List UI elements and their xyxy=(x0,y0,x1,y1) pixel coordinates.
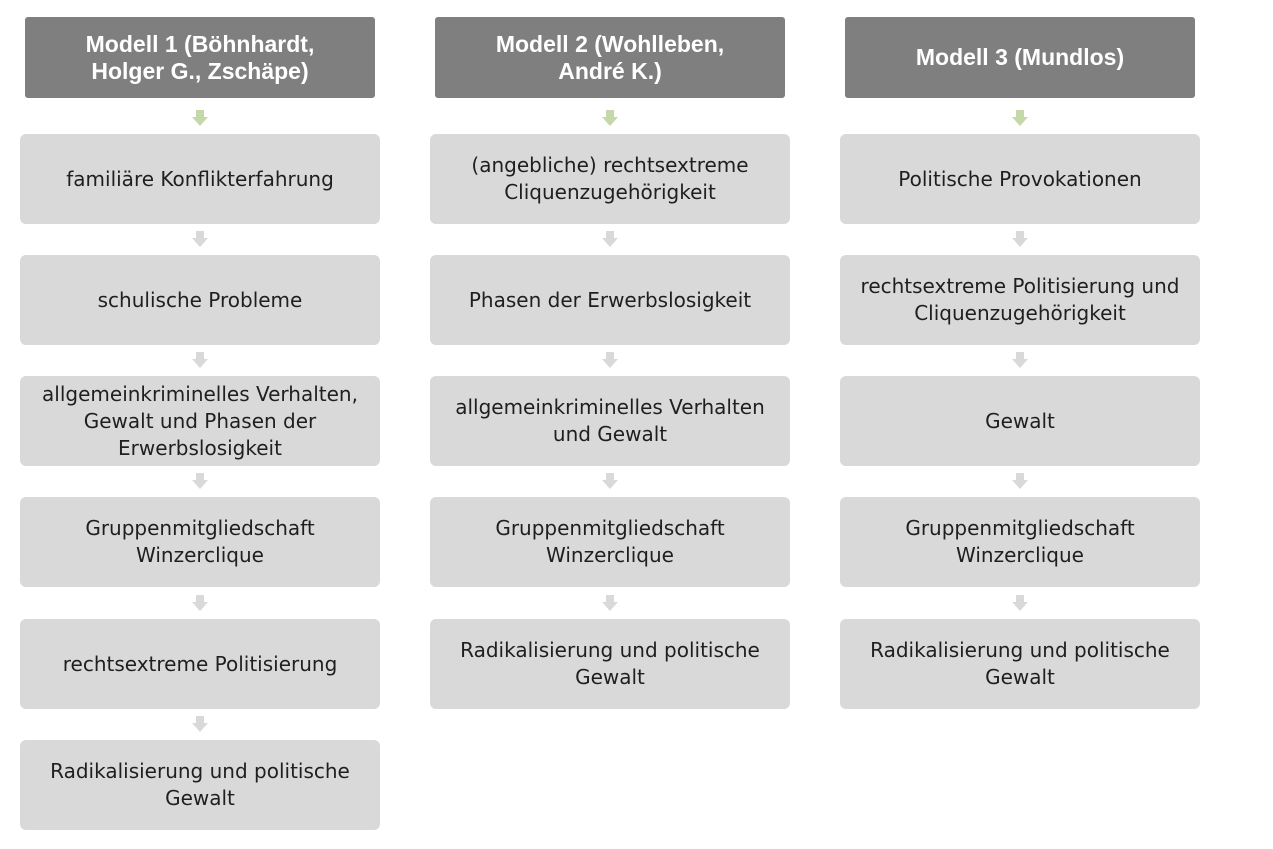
step-text: Gewalt xyxy=(575,665,645,689)
model-1-header xyxy=(25,17,375,98)
step-text: Cliquenzugehörigkeit xyxy=(504,180,716,204)
down-arrow-icon xyxy=(602,352,618,368)
model-1-step-6 xyxy=(20,740,380,830)
model-2-step-3 xyxy=(430,376,790,466)
down-arrow-icon xyxy=(192,110,208,126)
model-1-title-line-1: Modell 1 (Böhnhardt, xyxy=(85,30,315,57)
step-text: rechtsextreme Politisierung xyxy=(62,651,338,676)
step-text: Cliquenzugehörigkeit xyxy=(914,301,1126,325)
model-1-step-3 xyxy=(20,376,380,466)
down-arrow-icon xyxy=(192,352,208,368)
down-arrow-icon xyxy=(192,473,208,489)
step-text: allgemeinkriminelles Verhalten, xyxy=(42,381,358,406)
model-2-header xyxy=(435,17,785,98)
step-text: Radikalisierung und politische xyxy=(460,638,760,662)
down-arrow-icon xyxy=(192,595,208,611)
model-3-step-3 xyxy=(840,376,1200,466)
down-arrow-icon xyxy=(192,231,208,247)
model-1-step-5 xyxy=(20,619,380,709)
model-2-step-4 xyxy=(430,497,790,587)
step-text: Gewalt xyxy=(985,408,1055,433)
down-arrow-icon xyxy=(602,231,618,247)
step-text: Gruppenmitgliedschaft xyxy=(905,516,1135,540)
step-text: Gewalt xyxy=(165,786,235,810)
step-text: Erwerbslosigkeit xyxy=(118,435,282,460)
model-2-step-5 xyxy=(430,619,790,709)
down-arrow-icon xyxy=(602,110,618,126)
step-text: Radikalisierung und politische xyxy=(50,759,350,783)
down-arrow-icon xyxy=(192,716,208,732)
step-text: Winzerclique xyxy=(136,543,264,567)
step-text: Phasen der Erwerbslosigkeit xyxy=(468,287,752,312)
step-text: rechtsextreme Politisierung und xyxy=(860,274,1180,298)
step-text: Gewalt und Phasen der xyxy=(83,408,317,433)
model-3-step-1 xyxy=(840,134,1200,224)
down-arrow-icon xyxy=(1012,595,1028,611)
step-text: Gewalt xyxy=(985,665,1055,689)
step-text: familiäre Konflikterfahrung xyxy=(66,166,334,191)
model-3-step-4 xyxy=(840,497,1200,587)
step-text: (angebliche) rechtsextreme xyxy=(471,153,749,177)
step-text: schulische Probleme xyxy=(97,287,303,312)
step-text: Gruppenmitgliedschaft xyxy=(85,516,315,540)
down-arrow-icon xyxy=(1012,231,1028,247)
step-text: Winzerclique xyxy=(546,543,674,567)
step-text: Radikalisierung und politische xyxy=(870,638,1170,662)
step-text: Politische Provokationen xyxy=(898,166,1142,191)
model-2-step-1 xyxy=(430,134,790,224)
model-1-step-2 xyxy=(20,255,380,345)
model-3-step-5 xyxy=(840,619,1200,709)
model-1-title-line-2: Holger G., Zschäpe) xyxy=(91,57,309,84)
model-2-step-2 xyxy=(430,255,790,345)
step-text: und Gewalt xyxy=(552,422,668,446)
down-arrow-icon xyxy=(602,595,618,611)
step-text: Winzerclique xyxy=(956,543,1084,567)
model-2-title-line-2: André K.) xyxy=(558,57,662,84)
step-text: Gruppenmitgliedschaft xyxy=(495,516,725,540)
down-arrow-icon xyxy=(602,473,618,489)
down-arrow-icon xyxy=(1012,352,1028,368)
model-2-title-line-1: Modell 2 (Wohlleben, xyxy=(495,30,725,57)
down-arrow-icon xyxy=(1012,473,1028,489)
model-1-step-4 xyxy=(20,497,380,587)
model-3-header xyxy=(845,17,1195,98)
model-3-step-2 xyxy=(840,255,1200,345)
model-3-title-line-1: Modell 3 (Mundlos) xyxy=(915,44,1125,70)
step-text: allgemeinkriminelles Verhalten xyxy=(455,395,765,419)
model-1-step-1 xyxy=(20,134,380,224)
down-arrow-icon xyxy=(1012,110,1028,126)
